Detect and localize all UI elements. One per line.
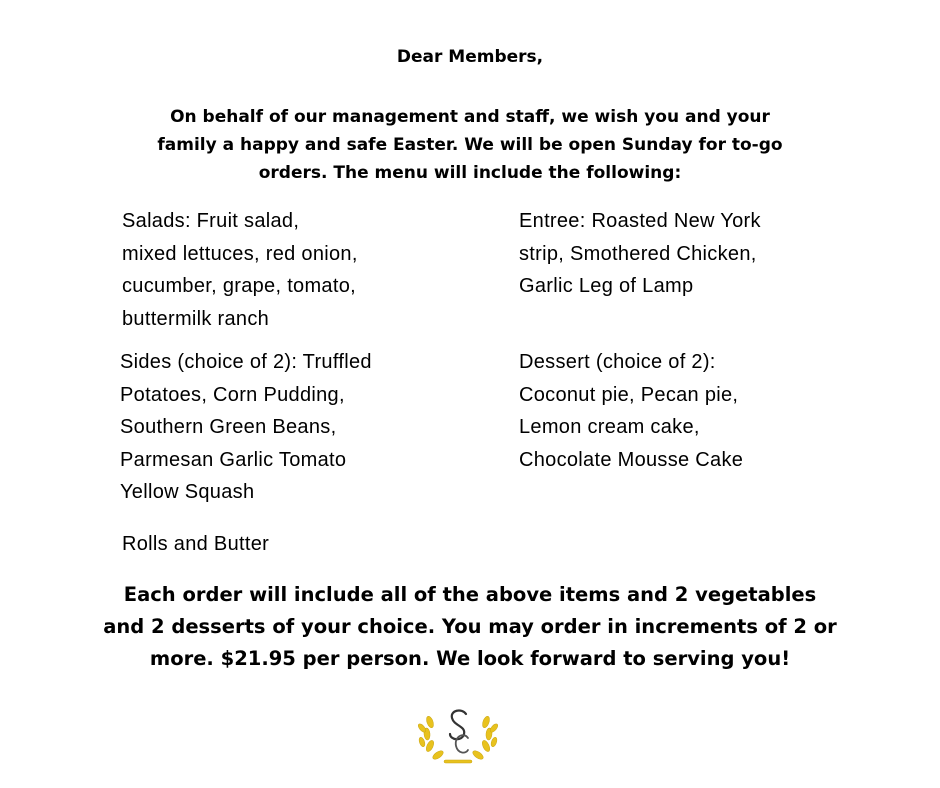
menu-line: Sides (choice of 2): Truffled bbox=[120, 351, 372, 373]
salads-section bbox=[122, 205, 358, 335]
closing-line: and 2 desserts of your choice. You may order in increments of 2 or bbox=[103, 615, 837, 638]
menu-line: Rolls and Butter bbox=[122, 533, 270, 555]
menu-line: Dessert (choice of 2): bbox=[519, 351, 716, 373]
intro-line: orders. The menu will include the following: bbox=[258, 163, 682, 183]
menu-line: buttermilk ranch bbox=[122, 307, 270, 330]
menu-line: Chocolate Mousse Cake bbox=[519, 448, 744, 471]
greeting: Dear Members, bbox=[396, 47, 544, 67]
menu-line: strip, Smothered Chicken, bbox=[519, 242, 757, 265]
menu-line: cucumber, grape, tomato, bbox=[122, 275, 356, 297]
menu-line: Garlic Leg of Lamp bbox=[519, 275, 694, 297]
menu-line: Southern Green Beans, bbox=[120, 416, 337, 438]
menu-line: Coconut pie, Pecan pie, bbox=[519, 383, 739, 406]
menu-line: Potatoes, Corn Pudding, bbox=[120, 383, 345, 406]
menu-line: Entree: Roasted New York bbox=[519, 210, 761, 232]
entree-section bbox=[519, 205, 761, 303]
menu-line: mixed lettuces, red onion, bbox=[122, 242, 358, 265]
sides-section bbox=[120, 346, 372, 509]
intro-line: family a happy and safe Easter. We will be open Sunday for to-go bbox=[157, 135, 783, 155]
intro-paragraph bbox=[0, 103, 940, 187]
closing-line: Each order will include all of the above items and 2 vegetables bbox=[123, 583, 817, 606]
menu-line: Salads: Fruit salad, bbox=[122, 210, 300, 232]
rolls-section bbox=[122, 528, 269, 561]
laurel-wreath-monogram-logo-icon bbox=[418, 700, 498, 768]
menu-line: Lemon cream cake, bbox=[519, 416, 700, 438]
closing-line: more. $21.95 per person. We look forward to serving you! bbox=[149, 647, 791, 670]
closing-paragraph bbox=[0, 579, 940, 675]
intro-line: On behalf of our management and staff, we wish you and your bbox=[170, 107, 770, 127]
menu-line: Yellow Squash bbox=[120, 481, 255, 503]
dessert-section bbox=[519, 346, 743, 476]
menu-line: Parmesan Garlic Tomato bbox=[120, 448, 347, 471]
